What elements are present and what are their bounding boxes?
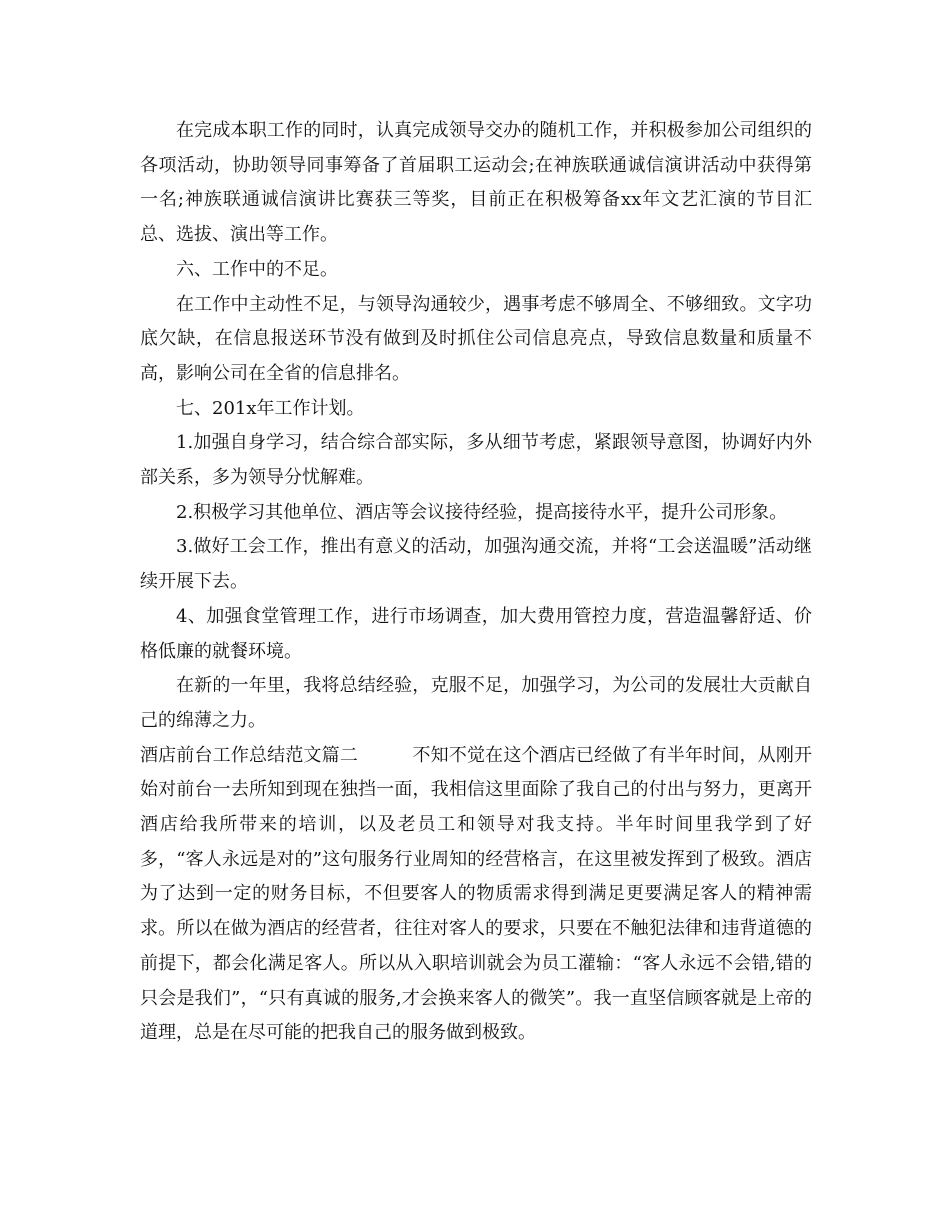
plan-item-1: 1.加强自身学习，结合综合部实际，多从细节考虑，紧跟领导意图，协调好内外部关系，多为领导分忧解难。 bbox=[140, 432, 812, 489]
paragraph-shortcomings: 在工作中主动性不足，与领导沟通较少，遇事考虑不够周全、不够细致。文字功底欠缺，在信息报送环节没有做到及时抓住公司信息亮点，导致信息数量和质量不高，影响公司在全省的信息排名。 bbox=[140, 293, 812, 384]
plan-item-3: 3.做好工会工作，推出有意义的活动，加强沟通交流，并将“工会送温暖”活动继续开展下去。 bbox=[140, 536, 812, 593]
heading-shortcomings: 六、工作中的不足。 bbox=[176, 258, 338, 280]
paragraph-activities: 在完成本职工作的同时，认真完成领导交办的随机工作，并积极参加公司组织的各项活动，协助领导同事筹备了首届职工运动会;在神族联通诚信演讲活动中获得第一名;神族联通诚信演讲比赛获三等奖，目前正在积极筹备xx年文艺汇演的节目汇总、选拔、演出等工作。 bbox=[140, 120, 812, 246]
plan-item-4: 4、加强食堂管理工作，进行市场调查，加大费用管控力度，营造温馨舒适、价格低廉的就餐环境。 bbox=[140, 605, 812, 662]
paragraph-conclusion: 在新的一年里，我将总结经验，克服不足，加强学习，为公司的发展壮大贡献自己的绵薄之力。 bbox=[140, 675, 812, 731]
paragraph-article-two: 酒店前台工作总结范文篇二 不知不觉在这个酒店已经做了有半年时间，从刚开始对前台一去所知到现在独挡一面，我相信这里面除了我自己的付出与努力，更离开酒店给我所带来的培训，以及老员工和领导对我支持。半年时间里我学到了好多，“客人永远是对的”这句服务行业周知的经营格言，在这里被发挥到了极致。酒店为了达到一定的财务目标，不但要客人的物质需求得到满足更要满足客人的精神需求。所以在做为酒店的经营者，往往对客人的要求，只要在不触犯法律和违背道德的前提下，都会化满足客人。所以从入职培训就会为员工灌输：“客人永远不会错,错的只会是我们”，“只有真诚的服务,才会换来客人的微笑”。我一直坚信顾客就是上帝的道理，总是在尽可能的把我自己的服务做到极致。 bbox=[140, 744, 812, 1044]
plan-item-2: 2.积极学习其他单位、酒店等会议接待经验，提高接待水平，提升公司形象。 bbox=[176, 501, 788, 523]
heading-work-plan: 七、201x年工作计划。 bbox=[176, 397, 365, 419]
